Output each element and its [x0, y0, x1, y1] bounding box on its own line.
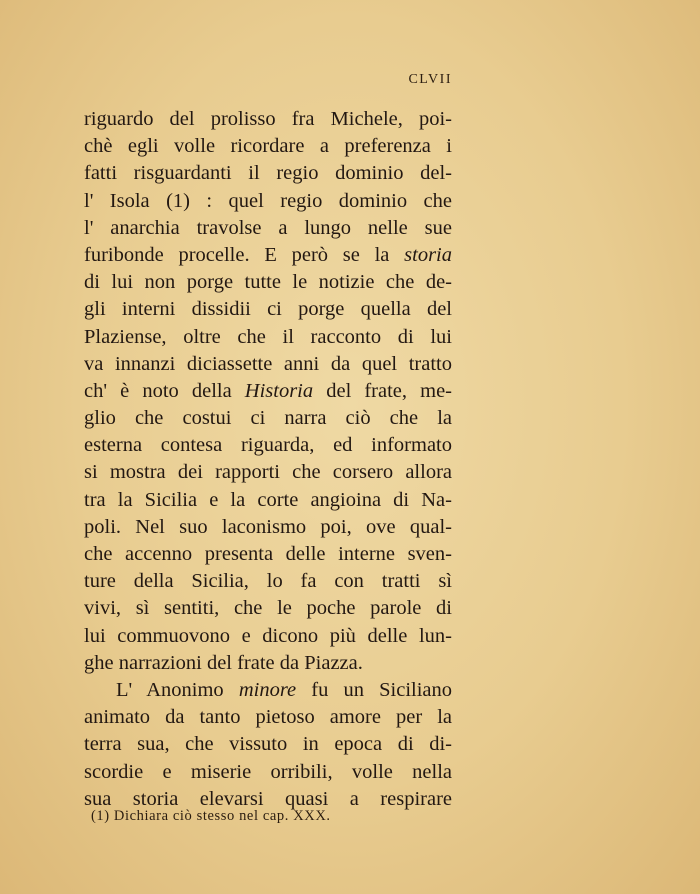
text-span: furibonde procelle. E però se la: [84, 243, 405, 266]
text-line: [84, 650, 452, 677]
text-span: L' Anonimo: [116, 678, 239, 701]
text-span: fu un Siciliano: [296, 678, 453, 701]
paragraph-1: [84, 106, 452, 677]
text-line: [84, 623, 452, 650]
text-span: terra sua, che vissuto in epoca di di-: [84, 733, 452, 756]
text-span: lui commuovono e dicono più delle lun-: [84, 624, 452, 647]
text-span: ghe narrazioni del frate da Piazza.: [84, 651, 363, 674]
text-line: [84, 432, 452, 459]
text-line: [84, 378, 452, 405]
text-line: [84, 731, 452, 758]
text-span: glio che costui ci narra ciò che la: [84, 407, 452, 430]
text-line: [84, 106, 452, 133]
text-span: di lui non porge tutte le notizie che de-: [84, 271, 452, 294]
text-span: scordie e miserie orribili, volle nella: [84, 760, 452, 783]
text-span: tra la Sicilia e la corte angioina di Na-: [84, 488, 452, 511]
text-line: [84, 487, 452, 514]
text-line: [84, 704, 452, 731]
text-line: [84, 269, 452, 296]
text-span: animato da tanto pietoso amore per la: [84, 706, 452, 729]
footnote: (1) Dichiara ciò stesso nel cap. XXX.: [91, 808, 331, 824]
text-span: fatti risguardanti il regio dominio del-: [84, 162, 452, 185]
text-span: vivi, sì sentiti, che le poche parole di: [84, 597, 452, 620]
text-span: del frate, me-: [313, 379, 452, 402]
text-span: sua storia elevarsi quasi a respirare: [84, 787, 452, 810]
text-span: gli interni dissidii ci porge quella del: [84, 298, 452, 321]
paragraph-2: [84, 677, 452, 813]
text-line: [84, 459, 452, 486]
italic-text: Historia: [244, 379, 314, 402]
text-line: [84, 160, 452, 187]
italic-text: storia: [404, 243, 452, 266]
text-line: [84, 677, 452, 704]
text-line: [84, 595, 452, 622]
text-span: che accenno presenta delle interne sven-: [84, 543, 452, 565]
text-span: si mostra dei rapporti che corsero allora: [84, 461, 452, 484]
italic-text: minore: [238, 678, 297, 701]
text-line: [84, 324, 452, 351]
text-span: riguardo del prolisso fra Michele, poi-: [84, 108, 452, 130]
text-span: poli. Nel suo laconismo poi, ove qual-: [84, 515, 452, 538]
text-line: [84, 351, 452, 378]
text-span: ch' è noto della: [84, 379, 245, 402]
text-line: [84, 568, 452, 595]
text-line: [84, 242, 452, 269]
text-line: [84, 133, 452, 160]
text-line: [84, 188, 452, 215]
text-line: [84, 514, 452, 541]
text-line: [84, 215, 452, 242]
text-span: esterna contesa riguarda, ed informato: [84, 434, 452, 457]
text-span: ture della Sicilia, lo fa con tratti sì: [84, 570, 452, 593]
text-span: l' anarchia travolse a lungo nelle sue: [84, 216, 452, 239]
text-span: chè egli volle ricordare a preferenza i: [84, 135, 452, 158]
text-line: [84, 405, 452, 432]
text-line: [84, 759, 452, 786]
page-number: CLVII: [408, 72, 452, 87]
text-line: [84, 541, 452, 568]
text-line: [84, 296, 452, 323]
text-span: Plaziense, oltre che il racconto di lui: [84, 325, 452, 348]
text-span: va innanzi diciassette anni da quel tratto: [84, 352, 452, 375]
text-span: l' Isola (1) : quel regio dominio che: [84, 189, 452, 212]
body-text: [84, 106, 452, 813]
